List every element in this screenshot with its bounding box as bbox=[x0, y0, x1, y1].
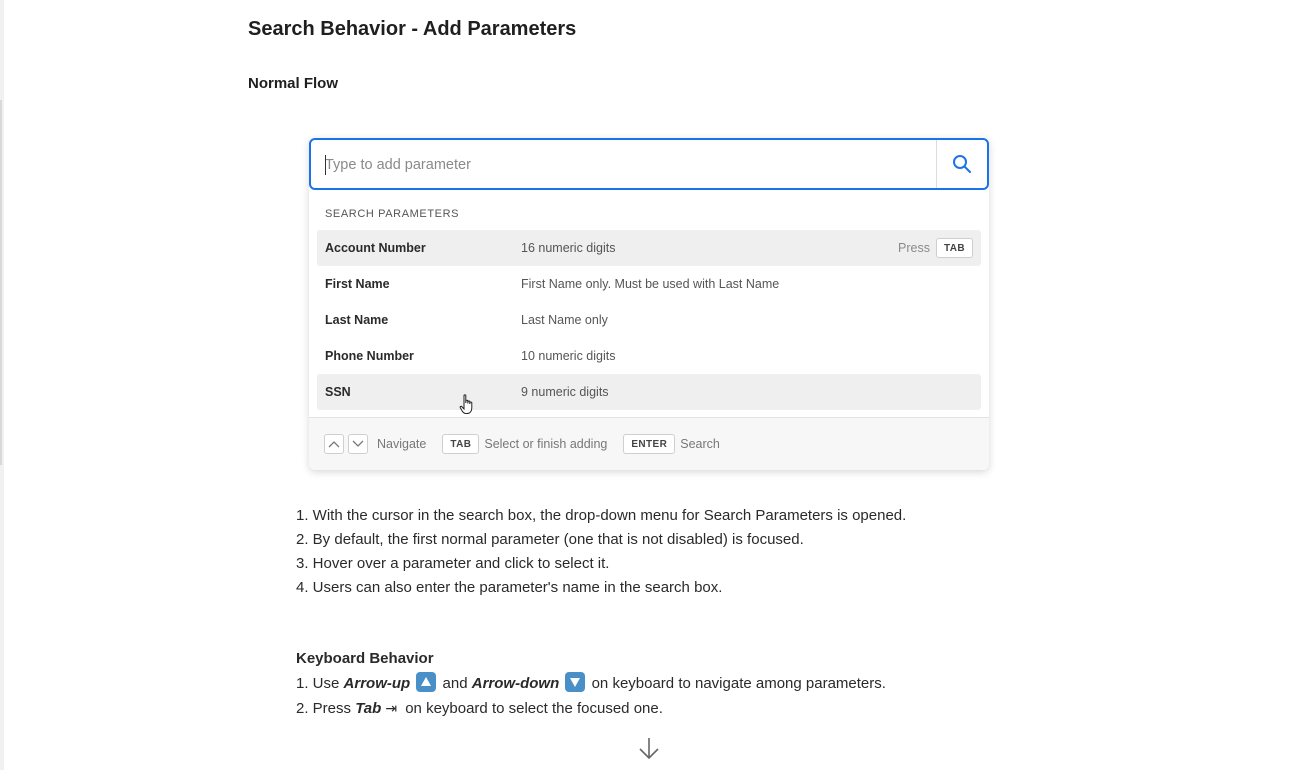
param-row-account-number[interactable] bbox=[317, 230, 981, 266]
list-item: 3. Hover over a parameter and click to select it. bbox=[296, 555, 610, 572]
arrow-down-key-icon bbox=[565, 672, 585, 692]
hand-pointer-icon bbox=[459, 394, 477, 416]
list-item bbox=[296, 672, 886, 696]
param-name: Phone Number bbox=[325, 349, 414, 363]
arrow-up-key-icon bbox=[416, 672, 436, 692]
keyboard-steps bbox=[296, 672, 886, 721]
param-name: First Name bbox=[325, 277, 390, 291]
step-text: on keyboard to select the focused one. bbox=[401, 700, 663, 717]
tab-icon: ⇥ bbox=[385, 700, 398, 716]
param-name: SSN bbox=[325, 385, 351, 399]
list-item: 1. With the cursor in the search box, the drop-down menu for Search Parameters is opened. bbox=[296, 507, 907, 524]
param-row-phone-number[interactable] bbox=[317, 338, 981, 374]
tab-key: TAB bbox=[936, 238, 973, 258]
navigate-label: Navigate bbox=[377, 437, 427, 451]
step-text: 2. Press bbox=[296, 700, 356, 717]
arrow-down-text: Arrow-down bbox=[471, 675, 560, 692]
select-finish-label: Select or finish adding bbox=[484, 437, 608, 451]
step-text: on keyboard to navigate among parameters. bbox=[587, 675, 886, 692]
param-desc: Last Name only bbox=[521, 313, 608, 327]
press-label: Press bbox=[898, 241, 930, 255]
tab-key: TAB bbox=[442, 434, 479, 454]
keyboard-hint-footer bbox=[309, 417, 989, 470]
page-title: Search Behavior - Add Parameters bbox=[248, 18, 577, 40]
params-header: SEARCH PARAMETERS bbox=[325, 208, 460, 220]
chevron-up-icon bbox=[328, 440, 340, 448]
search-button[interactable] bbox=[936, 140, 987, 188]
param-desc: 10 numeric digits bbox=[521, 349, 616, 363]
chevron-down-icon bbox=[352, 440, 364, 448]
search-widget bbox=[309, 138, 989, 470]
search-label: Search bbox=[680, 437, 720, 451]
param-row-last-name[interactable] bbox=[317, 302, 981, 338]
param-name: Account Number bbox=[325, 241, 426, 255]
arrow-down-icon bbox=[636, 736, 662, 762]
list-item: 4. Users can also enter the parameter's name in the search box. bbox=[296, 579, 723, 596]
enter-key: ENTER bbox=[623, 434, 675, 454]
step-text: and bbox=[438, 675, 472, 692]
normal-flow-steps bbox=[296, 504, 906, 600]
search-icon bbox=[952, 154, 972, 174]
param-desc: 9 numeric digits bbox=[521, 385, 609, 399]
keyboard-behavior-title: Keyboard Behavior bbox=[296, 650, 434, 667]
param-row-first-name[interactable] bbox=[317, 266, 981, 302]
left-rail bbox=[0, 0, 4, 770]
arrow-up-text: Arrow-up bbox=[343, 675, 411, 692]
list-item: 2. By default, the first normal parameter (one that is not disabled) is focused. bbox=[296, 531, 804, 548]
section-title: Normal Flow bbox=[248, 75, 339, 92]
left-rail-marker bbox=[0, 100, 2, 465]
step-text: 1. Use bbox=[296, 675, 344, 692]
param-row-ssn[interactable] bbox=[317, 374, 981, 410]
list-item bbox=[296, 696, 886, 721]
param-desc: First Name only. Must be used with Last Name bbox=[521, 277, 780, 291]
text-caret bbox=[325, 155, 326, 175]
search-box bbox=[309, 138, 989, 190]
arrow-down-key bbox=[348, 434, 368, 454]
param-name: Last Name bbox=[325, 313, 389, 327]
tab-text: Tab bbox=[355, 700, 382, 717]
param-desc: 16 numeric digits bbox=[521, 241, 616, 255]
arrow-up-key bbox=[324, 434, 344, 454]
press-tab-hint bbox=[898, 238, 973, 258]
search-input[interactable] bbox=[325, 152, 925, 178]
